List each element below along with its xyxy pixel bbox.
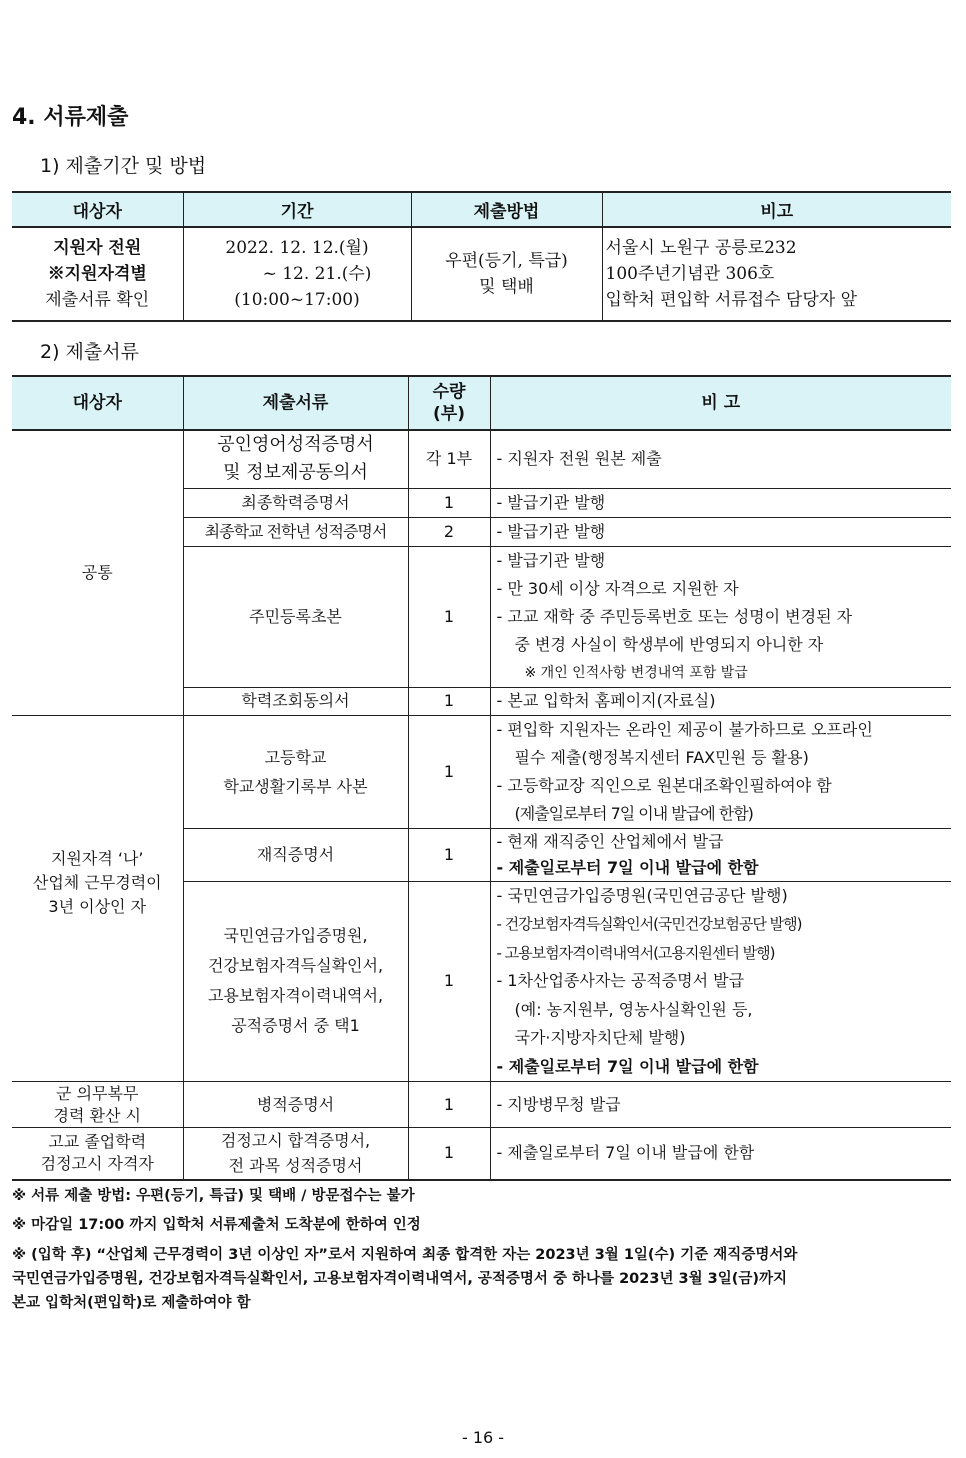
note-line: - 고용보험자격이력내역서(고용지원센터 발행) [496,943,775,962]
group-common: 공통 [12,430,183,715]
period-line: (10:00~17:00) [234,290,360,310]
group-line: 3년 이상인 자 [48,897,147,917]
quantity-cell: 1 [408,546,490,687]
footnote-line: ※ (입학 후) “산업체 근무경력이 3년 이상인 자”로서 지원하여 최종 합격한 자는 2023년 3월 1일(수) 기준 재직증명서와 [12,1247,798,1263]
quantity-cell: 1 [408,828,490,881]
footnote-line: 국민연금가입증명원, 건강보험자격득실확인서, 고용보험자격이력내역서, 공적증명서 중 하나를 2023년 3월 3일(금)까지 [12,1271,788,1287]
document-cell [183,1128,408,1180]
note-line: - 발급기관 발행 [496,521,606,541]
note-line: - 제출일로부터 7일 이내 발급에 한함 [496,1056,759,1076]
method-line: 우편(등기, 특급) [445,251,568,271]
footnote: ※ 마감일 17:00 까지 입학처 서류제출처 도착분에 한하여 인정 [12,1217,421,1233]
subsection-title-documents: 2) 제출서류 [40,341,139,363]
quantity-cell: 1 [408,687,490,715]
target-line: 지원자 전원 [53,238,142,258]
header-target: 대상자 [12,192,183,227]
header-document: 제출서류 [183,376,408,430]
header-period: 기간 [183,192,411,227]
quantity-cell: 각 1부 [408,430,490,488]
header-note: 비고 [602,192,951,227]
note-line: (제출일로부터 7일 이내 발급에 한함) [514,803,753,823]
note-cell [490,430,951,488]
period-line: 2022. 12. 12.(월) [225,238,369,258]
table-header-row [12,192,951,227]
group-qualification-b [12,715,183,1082]
header-method: 제출방법 [411,192,602,227]
note-line: 필수 제출(행정복지센터 FAX민원 등 활용) [514,747,809,767]
header-quantity [408,376,490,430]
submission-period-table [12,191,951,322]
note-line: - 제출일로부터 7일 이내 발급에 한함 [496,857,759,877]
document-cell: 학력조회동의서 [183,687,408,715]
document-line: 공인영어성적증명서 [217,434,374,456]
target-line: ※지원자격별 [47,264,147,284]
note-cell [490,687,951,715]
document-cell: 주민등록초본 [183,546,408,687]
target-line: 제출서류 확인 [45,290,150,310]
quantity-cell: 1 [408,488,490,517]
document-cell: 병적증명서 [183,1082,408,1128]
header-quantity-line: (부) [433,404,465,424]
table-row [12,430,951,488]
quantity-cell: 1 [408,1128,490,1180]
table-row [12,715,951,828]
quantity-cell: 2 [408,517,490,546]
footnotes [12,1182,952,1315]
note-line: 입학처 편입학 서류접수 담당자 앞 [605,290,858,310]
group-line: 군 의무복무 [56,1083,139,1103]
note-cell [490,1128,951,1180]
quantity-cell: 1 [408,1082,490,1128]
note-line: - 발급기관 발행 [496,550,606,570]
footnote-line: 본교 입학처(편입학)로 제출하여야 함 [12,1295,251,1311]
note-cell [490,1082,951,1128]
note-cell [602,227,951,321]
note-line: - 1차산업종사자는 공적증명서 발급 [496,971,745,990]
header-quantity-line: 수량 [432,382,466,402]
document-cell: 최종학력증명서 [183,488,408,517]
note-line: - 건강보험자격득실확인서(국민건강보험공단 발행) [496,915,802,933]
note-cell [490,828,951,881]
note-line: 100주년기념관 306호 [605,264,775,284]
group-line: 산업체 근무경력이 [32,873,162,893]
note-line: - 발급기관 발행 [496,492,606,512]
method-line: 및 택배 [479,277,534,297]
quantity-cell: 1 [408,881,490,1082]
note-line: - 편입학 지원자는 온라인 제공이 불가하므로 오프라인 [496,719,873,739]
table-row [12,227,951,321]
document-line: 고등학교 [264,747,327,767]
note-cell [490,488,951,517]
document-cell [183,715,408,828]
section-title: 4. 서류제출 [12,105,129,130]
note-cell [490,517,951,546]
note-cell [490,881,951,1082]
note-line: - 고등학교장 직인으로 원본대조확인필하여야 함 [496,775,832,795]
note-line: ※ 개인 인적사항 변경내역 포함 발급 [524,664,748,681]
note-line: - 지원자 전원 원본 제출 [496,449,662,469]
document-cell [183,881,408,1082]
document-cell [183,430,408,488]
header-note: 비 고 [490,376,951,430]
table-row [12,1082,951,1128]
document-line: 고용보험자격이력내역서, [207,986,384,1006]
subsection-title-period: 1) 제출기간 및 방법 [40,155,207,177]
document-line: 건강보험자격득실확인서, [207,956,384,976]
header-target: 대상자 [12,376,183,430]
note-line: (예: 농지원부, 영농사실확인원 등, [514,999,753,1019]
note-cell [490,715,951,828]
required-documents-table [12,375,951,1181]
footnote: ※ 서류 제출 방법: 우편(등기, 특급) 및 택배 / 방문접수는 불가 [12,1188,415,1204]
method-cell [411,227,602,321]
group-military [12,1082,183,1128]
table-header-row [12,376,951,430]
group-line: 검정고시 자격자 [40,1154,154,1174]
table-row [12,1128,951,1180]
footnote [12,1243,952,1315]
group-line: 고교 졸업학력 [48,1132,147,1152]
period-line: ~ 12. 21.(수) [262,264,372,284]
document-cell: 최종학교 전학년 성적증명서 [183,517,408,546]
note-line: - 본교 입학처 홈페이지(자료실) [496,691,716,710]
note-line: - 현재 재직중인 산업체에서 발급 [496,831,724,851]
note-line: 중 변경 사실이 학생부에 반영되지 아니한 자 [514,634,824,654]
document-line: 전 과목 성적증명서 [228,1156,363,1176]
group-line: 지원자격 ‘나’ [50,849,144,869]
document-line: 학교생활기록부 사본 [223,776,368,796]
document-line: 및 정보제공동의서 [223,462,368,484]
note-line: - 만 30세 이상 자격으로 지원한 자 [496,578,739,598]
note-line: - 고교 재학 중 주민등록번호 또는 성명이 변경된 자 [496,606,853,626]
note-line: - 지방병무청 발급 [496,1094,621,1114]
note-line: - 국민연금가입증명원(국민연금공단 발행) [496,885,788,905]
note-line: 국가·지방자치단체 발행) [514,1028,686,1047]
quantity-cell: 1 [408,715,490,828]
document-line: 국민연금가입증명원, [223,926,368,946]
document-line: 공적증명서 중 택1 [231,1016,360,1036]
page-number: - 16 - [461,1428,505,1447]
target-cell [12,227,183,321]
note-line: 서울시 노원구 공릉로232 [605,238,797,258]
period-cell [183,227,411,321]
group-ged [12,1128,183,1180]
document-line: 검정고시 합격증명서, [220,1131,371,1151]
note-line: - 제출일로부터 7일 이내 발급에 한함 [496,1143,755,1163]
document-cell: 재직증명서 [183,828,408,881]
group-line: 경력 환산 시 [53,1105,141,1125]
note-cell [490,546,951,687]
